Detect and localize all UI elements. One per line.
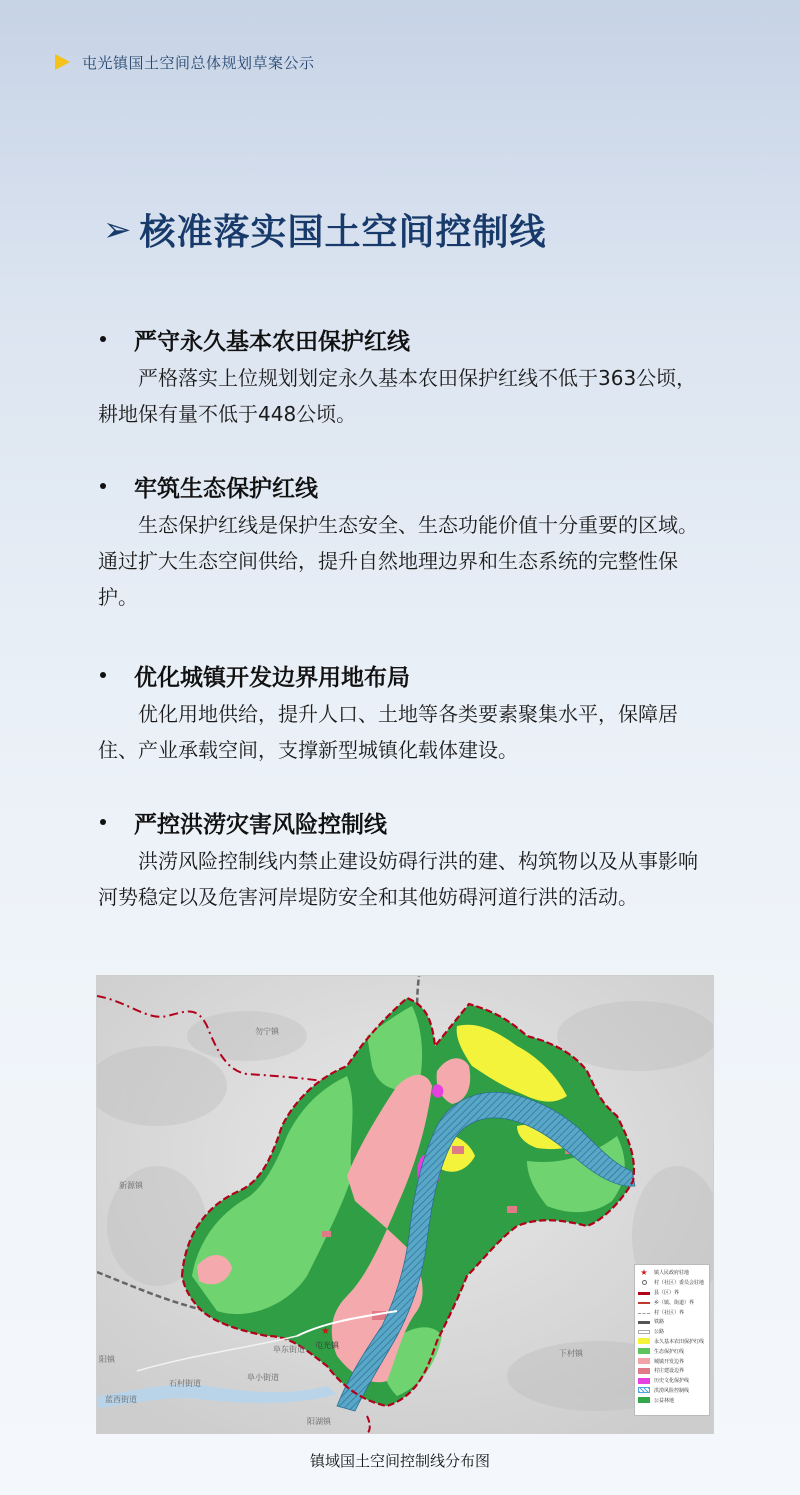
arrow-bullet-icon: ➢ xyxy=(103,209,132,250)
item-heading: 严守永久基本农田保护红线 xyxy=(134,328,410,355)
map-label-sw3: 蓝西街道 xyxy=(105,1395,137,1404)
item-body: 生态保护红线是保护生态安全、生态功能价值十分重要的区域。通过扩大生态空间供给，提升自然地理边界和生态系统的完整性保护。 xyxy=(98,513,698,609)
bullet-icon xyxy=(100,672,106,678)
map-label-north: 勿宁镇 xyxy=(255,1027,279,1036)
village-swatch xyxy=(638,1368,650,1374)
page-header xyxy=(55,50,315,74)
legend-item: 公路 xyxy=(638,1327,706,1337)
legend-item: 生态保护红线 xyxy=(638,1346,706,1356)
legend-item: 历史文化保护线 xyxy=(638,1376,706,1386)
control-line-item xyxy=(98,806,708,915)
page-header-title: 屯光镇国土空间总体规划草案公示 xyxy=(82,53,315,72)
control-line-item xyxy=(98,470,708,615)
section-title xyxy=(103,204,547,255)
circle-icon xyxy=(638,1280,650,1286)
map-label-south: 阜东街道 xyxy=(273,1345,305,1354)
control-line-item xyxy=(98,323,708,432)
map-label-se: 阳湖镇 xyxy=(307,1417,331,1426)
item-heading: 严控洪涝灾害风险控制线 xyxy=(134,811,387,838)
item-heading: 优化城镇开发边界用地布局 xyxy=(134,664,410,691)
control-line-item xyxy=(98,659,708,768)
ecology-swatch xyxy=(638,1348,650,1354)
control-line-map xyxy=(96,975,714,1434)
star-icon: ★ xyxy=(640,1267,648,1277)
legend-item: 县（区）界 xyxy=(638,1288,706,1298)
legend-item: 城镇开发边界 xyxy=(638,1356,706,1366)
legend-item: 村庄建设边界 xyxy=(638,1366,706,1376)
legend-item: 公益林地 xyxy=(638,1395,706,1405)
section-title-text: 核准落实国土空间控制线 xyxy=(139,212,547,253)
government-seat-icon: ★ xyxy=(321,1326,330,1337)
township-line-swatch xyxy=(638,1302,650,1304)
historic-swatch xyxy=(638,1378,650,1384)
map-label-sw2: 阳镇 xyxy=(99,1355,115,1364)
road-swatch xyxy=(638,1330,650,1334)
map-label-sw4: 石村街道 xyxy=(169,1379,201,1388)
map-label-sw5: 阜小街道 xyxy=(247,1373,279,1382)
legend-item: 村（社区）界 xyxy=(638,1307,706,1317)
map-caption: 镇域国土空间控制线分布图 xyxy=(309,1452,490,1470)
legend-item: 永久基本农田保护红线 xyxy=(638,1337,706,1347)
farmland-swatch xyxy=(638,1338,650,1344)
bullet-icon xyxy=(100,483,106,489)
triangle-marker-icon xyxy=(55,54,70,70)
item-body: 洪涝风险控制线内禁止建设妨碍行洪的建、构筑物以及从事影响河势稳定以及危害河岸堤防安全和其他妨碍河道行洪的活动。 xyxy=(98,849,698,909)
map-label-town: 屯光镇 xyxy=(315,1341,339,1350)
county-line-swatch xyxy=(638,1292,650,1295)
urban-swatch xyxy=(638,1358,650,1364)
flood-swatch xyxy=(638,1387,650,1393)
bullet-icon xyxy=(100,819,106,825)
legend-item: ★ 镇人民政府驻地 xyxy=(638,1268,706,1278)
village-line-swatch xyxy=(638,1313,650,1314)
item-body: 优化用地供给，提升人口、土地等各类要素聚集水平，保障居住、产业承载空间，支撑新型城镇化载体建设。 xyxy=(98,702,678,762)
forest-swatch xyxy=(638,1397,650,1403)
map-label-west: 新源镇 xyxy=(119,1181,143,1190)
railway-swatch xyxy=(638,1321,650,1324)
bullet-icon xyxy=(100,336,106,342)
map-label-east: 下村镇 xyxy=(559,1349,583,1358)
map-legend xyxy=(634,1264,710,1416)
legend-item: 铁路 xyxy=(638,1317,706,1327)
map-drawing xyxy=(97,976,713,1433)
legend-item: 洪涝风险控制线 xyxy=(638,1386,706,1396)
legend-item: 村（社区）委员会驻地 xyxy=(638,1278,706,1288)
legend-item: 乡（镇、街道）界 xyxy=(638,1297,706,1307)
item-heading: 牢筑生态保护红线 xyxy=(134,475,318,502)
item-body: 严格落实上位规划划定永久基本农田保护红线不低于363公顷，耕地保有量不低于448公顷。 xyxy=(98,366,697,426)
